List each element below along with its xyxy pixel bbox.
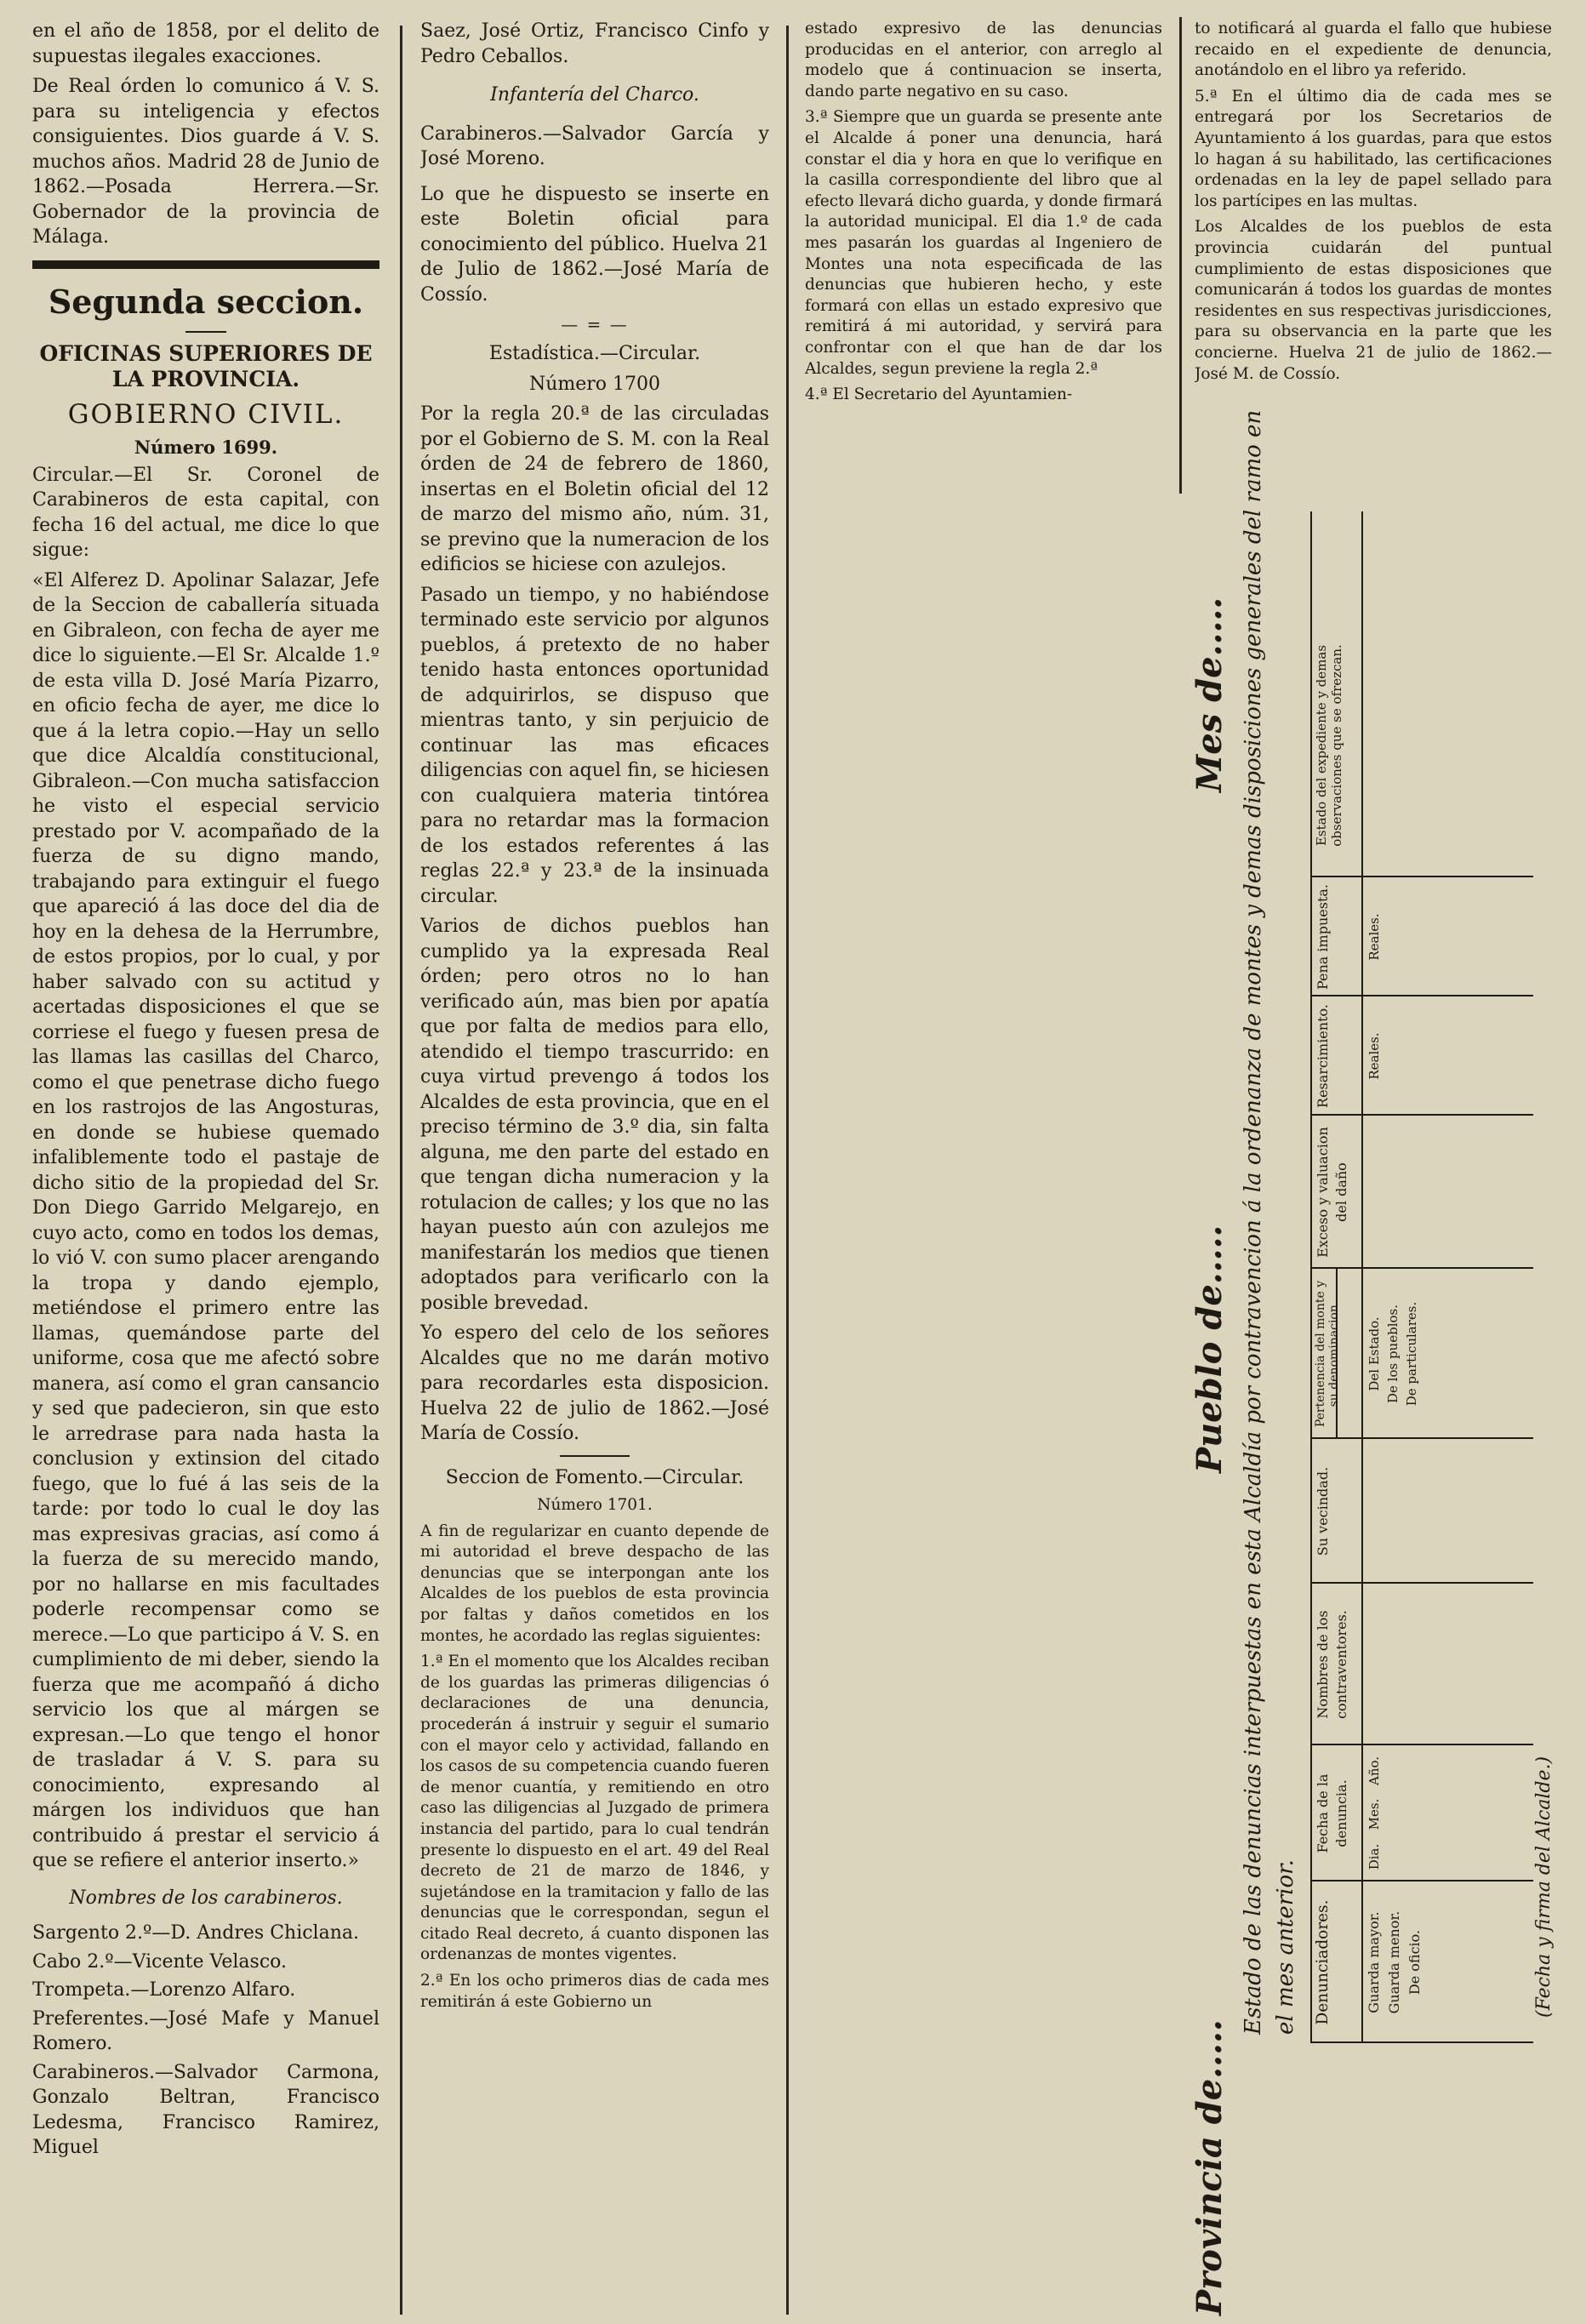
rule-paragraph: to notificará al guarda el fallo que hubiese recaido en el expediente de denuncia, anotándolo en el libro ya referido. bbox=[1195, 20, 1552, 80]
month-label: Mes de..... bbox=[1190, 597, 1229, 792]
section-divider bbox=[32, 260, 379, 269]
header-de-oficio: De oficio. bbox=[1406, 1929, 1423, 1996]
list-item: Carabineros.—Salvador Carmona, Gonzalo Beltran, Francisco Ledesma, Francisco Ramirez, Miguel bbox=[32, 2061, 379, 2158]
column-rule bbox=[1179, 17, 1182, 494]
column-rule bbox=[786, 26, 789, 2315]
table-rule bbox=[1312, 995, 1533, 996]
infantry-heading: Infantería del Charco. bbox=[490, 84, 699, 106]
header-guarda-mayor: Guarda mayor. bbox=[1366, 1911, 1382, 2013]
header-dia: Dia. bbox=[1366, 1843, 1382, 1870]
header-reales: Reales. bbox=[1366, 913, 1382, 961]
header-del-estado: Del Estado. bbox=[1366, 1316, 1382, 1391]
names-heading: Nombres de los carabineros. bbox=[69, 1887, 343, 1909]
table-rule bbox=[1312, 1744, 1533, 1745]
header-de-particulares: De particulares. bbox=[1404, 1301, 1419, 1407]
circular-paragraph: «El Alferez D. Apolinar Salazar, Jefe de la Seccion de caballería situada en Gibraleon, con fecha de ayer me dice lo siguiente.—El Sr. Alcalde 1.º de esta villa D. José María Pizarro, en oficio fecha de ayer, me dice lo que á la letra copio.—Hay un sello que dice Alcaldía constitucional, Gibraleon.—Con mucha satisfaccion he visto el especial servicio prestado por V. acompañado de la fuerza de su digno mando, trabajando para extinguir el fuego que apareció á las doce del dia de hoy en la dehesa de la Herrumbre, de estos propios, por lo cual, y por haber salvado con su actitud y acertadas disposiciones el que se corriese el fuego y fuesen presa de las llamas las casillas del Charco, como el que penetrase dicho fuego en los rastrojos de las Angosturas, en donde se hubiese quemado infaliblemente todo el pastaje de dicho sitio de la propiedad del Sr. Don Diego Garrido Melgarejo, en cuyo acto, como en todos los demas, lo vió V. con sumo placer arengando la tropa y dando ejemplo, metiéndose el primero entre las llamas, quemándose parte del uniforme, cosa que me afectó sobre manera, así como el gran cansancio y sed que padecieron, sin que esto le arredrase para nada hasta la conclusion y extinsion del citado fuego, que lo fué á las seis de la tarde: por todo lo cual le doy las mas expresivas gracias, así como á la fuerza de su merecido mando, por no hallarse en mis facultades poderle recompensar como se merece.—Lo que participo á V. S. en cumplimiento de mi deber, siendo la fuerza que me acompañó á dicho servicio los que al márgen se expresan.—Lo que tengo el honor de trasladar á V. S. para su conocimiento, expresando al márgen los individuos que han contribuido á prestar el servicio á que se refiere el anterior inserto.» bbox=[32, 569, 379, 1871]
header-ano: Año. bbox=[1366, 1756, 1382, 1786]
list-item: Cabo 2.º—Vicente Velasco. bbox=[32, 1950, 288, 1973]
names-continued: Saez, José Ortiz, Francisco Cinfo y Pedro Ceballos. bbox=[420, 20, 769, 67]
statistics-heading: Estadística.—Circular. bbox=[488, 343, 701, 364]
province-label: Provincia de..... bbox=[1190, 2019, 1229, 2315]
divider bbox=[185, 331, 227, 333]
table-rule bbox=[1310, 511, 1312, 2043]
infantry-names: Carabineros.—Salvador García y José Moreno. bbox=[420, 123, 769, 169]
names-list bbox=[32, 1921, 379, 2161]
statistics-paragraph: Varios de dichos pueblos han cumplido ya la expresada Real órden; pero otros no lo han verificado aún, mas bien por apatía que por falta de medios para ello, atendido el tiempo trascurrido: en cuya virtud prevengo á todos los Alcaldes de esta provincia, que en el preciso término de 3.º dia, sin falta alguna, me den parte del estado en que tengan dicha numeracion y la rotulacion de calles; y los que no las hayan puesto aún con azulejos me manifestarán los medios que tienen adoptados para verificarlo con la posible brevedad. bbox=[420, 916, 769, 1314]
header-reales: Reales. bbox=[1366, 1032, 1382, 1080]
column-3 bbox=[805, 19, 1162, 512]
fomento-paragraph: 2.ª En los ocho primeros dias de cada mes remitirán á este Gobierno un bbox=[420, 1972, 769, 2011]
list-item: Trompeta.—Lorenzo Alfaro. bbox=[32, 1979, 296, 2001]
fomento-paragraph: A fin de regularizar en cuanto depende de mi autoridad el breve despacho de las denuncias que se interpongan ante los Alcaldes de los pueblos de esta provincia por faltas y daños cometidos en los montes, he acordado las reglas siguientes: bbox=[420, 1522, 769, 1645]
header-nombres: Nombres de los contraventores. bbox=[1315, 1610, 1349, 1719]
form-subtitle: el mes anterior. bbox=[1273, 1859, 1298, 2035]
fomento-paragraph: 1.ª En el momento que los Alcaldes reciban de los guardas las primeras diligencias ó declaraciones de una denuncia, procederán á instruir y seguir el sumario con el mayor celo y actividad, fallando en los casos de su competencia cuando fueren de menor cuantía, y remitiendo en otro caso las diligencias al Juzgado de primera instancia del partido, para lo cual tendrán presente lo dispuesto en el art. 49 del Real decreto de 21 de marzo de 1846, y sujetándose en la tramitacion y fallo de las denuncias que le correspondan, segun el citado Real decreto, á cuanto disponen las ordenanzas de montes vigentes. bbox=[420, 1653, 769, 1964]
pueblo-label: Pueblo de..... bbox=[1190, 1225, 1229, 1473]
divider bbox=[560, 1455, 630, 1457]
rule-paragraph: 5.ª En el último dia de cada mes se entregará por los Secretarios de Ayuntamiento á los guardas, para que estos lo hagan á su habilitado, las certificaciones ordenadas en la ley de papel sellado para los partícipes en las multas. bbox=[1195, 87, 1552, 210]
form-footer: (Fecha y firma del Alcalde.) bbox=[1533, 1756, 1555, 2018]
header-de-pueblos: De los pueblos. bbox=[1385, 1305, 1401, 1404]
department-heading: OFICINAS SUPERIORES DE LA PROVINCIA. bbox=[39, 340, 373, 391]
list-item: Preferentes.—José Mafe y Manuel Romero. bbox=[32, 2007, 379, 2054]
table-rule bbox=[1312, 1582, 1533, 1584]
section-title: Segunda seccion. bbox=[48, 282, 364, 321]
government-heading: GOBIERNO CIVIL. bbox=[67, 398, 345, 430]
divider: — = — bbox=[561, 314, 629, 334]
fomento-heading: Seccion de Fomento.—Circular. bbox=[445, 1466, 745, 1488]
column-2 bbox=[420, 19, 769, 2308]
header-mes: Mes. bbox=[1366, 1798, 1382, 1830]
fomento-text bbox=[420, 1495, 769, 2013]
list-item: Sargento 2.º—D. Andres Chiclana. bbox=[32, 1922, 359, 1944]
notice-number: Número 1699. bbox=[134, 436, 278, 458]
table-rule bbox=[1312, 1114, 1533, 1116]
rule-paragraph: estado expresivo de las denuncias producidas en el anterior, con arreglo al modelo que á continuacion se inserta, dando parte negativo en su caso. bbox=[805, 20, 1162, 100]
header-pertenencia: Pertenencia del monte y su denominacion. bbox=[1314, 1280, 1341, 1428]
rule-paragraph: 4.ª El Secretario del Ayuntamien- bbox=[805, 385, 1073, 404]
intro-text bbox=[32, 19, 379, 250]
header-resarcimiento: Resarcimiento. bbox=[1315, 1004, 1331, 1108]
column-1 bbox=[32, 19, 379, 2308]
table-rule bbox=[1312, 1880, 1533, 1881]
intro-paragraph: en el año de 1858, por el delito de supuestas ilegales exacciones. bbox=[32, 20, 379, 67]
header-exceso: Exceso y valuacion del daño bbox=[1315, 1127, 1349, 1258]
statistics-paragraph: Pasado un tiempo, y no habiéndose terminado este servicio por algunos pueblos, á pretexto de no haber tenido hasta entonces oportunidad de adquirirlos, se dispuso que mientras tanto, y sin perjuicio de continuar las mas eficaces diligencias con aquel fin, se hiciesen con cualquiera materia tintórea para no retardar mas la formacion de los estados referentes á las reglas 22.ª y 23.ª de la insinuada circular. bbox=[420, 584, 769, 907]
circular-paragraph: Circular.—El Sr. Coronel de Carabineros de esta capital, con fecha 16 del actual, me dice lo que sigue: bbox=[32, 464, 379, 561]
table-rule bbox=[1312, 876, 1533, 877]
header-denunciadores: Denunciadores. bbox=[1314, 1899, 1332, 2025]
notice-number: Número 1700 bbox=[528, 373, 661, 395]
table-rule bbox=[1312, 1267, 1533, 1269]
header-fecha: Fecha de la denuncia. bbox=[1315, 1773, 1349, 1853]
rule-paragraph: Los Alcaldes de los pueblos de esta provincia cuidarán del puntual cumplimiento de estas disposiciones que comunicarán á todos los guardas de montes residentes en sus respectivas jurisdicciones, para su observancia en la parte que les concierne. Huelva 21 de julio de 1862.—José M. de Cossío. bbox=[1195, 218, 1552, 383]
form-title: Estado de las denuncias interpuestas en esta Alcaldía por contravencion á la ordenanza de montes y demas disposiciones generales del ramo en bbox=[1241, 409, 1266, 2035]
rule-paragraph: 3.ª Siempre que un guarda se presente ante el Alcalde á poner una denuncia, hará constar el dia y hora en que lo verifique en la casilla correspondiente del libro que al efecto llevará dicho guarda, y donde firmará la autoridad municipal. El dia 1.º de cada mes pasarán los guardas al Ingeniero de Montes una nota especificada de las denuncias que hubieren hecho, y este formará con ellas un estado expresivo que remitirá á mi autoridad, y servirá para confrontar con el que han de dar los Alcaldes, segun previene la regla 2.ª bbox=[805, 108, 1162, 378]
notice-number: Número 1701. bbox=[537, 1496, 653, 1514]
header-guarda-menor: Guarda menor. bbox=[1386, 1910, 1402, 2014]
denuncias-form bbox=[1184, 409, 1559, 2324]
table-rule bbox=[1312, 2041, 1533, 2043]
statistics-paragraph: Por la regla 20.ª de las circuladas por el Gobierno de S. M. con la Real órden de 24 de febrero de 1860, insertas en el Boletin oficial del 12 de marzo del mismo año, núm. 31, se previno que la numeracion de los edificios se hiciese con azulejos. bbox=[420, 403, 769, 575]
header-pena: Pena impuesta. bbox=[1315, 884, 1331, 991]
table-rule bbox=[1361, 511, 1363, 2043]
header-estado-expediente: Estado del expediente y demas observaciones que se ofrezcan. bbox=[1314, 644, 1344, 847]
intro-paragraph: De Real órden lo comunico á V. S. para su inteligencia y efectos consiguientes. Dios guarde á V. S. muchos años. Madrid 28 de Junio de 1862.—Posada Herrera.—Sr. Gobernador de la provincia de Málaga. bbox=[32, 76, 379, 248]
insert-paragraph: Lo que he dispuesto se inserte en este Boletin oficial para conocimiento del público. Huelva 21 de Julio de 1862.—José María de Cossío. bbox=[420, 183, 769, 305]
header-vecindad: Su vecindad. bbox=[1315, 1466, 1331, 1556]
column-rule bbox=[400, 26, 402, 2315]
statistics-paragraph: Yo espero del celo de los señores Alcaldes que no me darán motivo para recordarles esta disposicion. Huelva 22 de julio de 1862.—José María de Cossío. bbox=[420, 1322, 769, 1444]
table-rule bbox=[1312, 1437, 1533, 1439]
